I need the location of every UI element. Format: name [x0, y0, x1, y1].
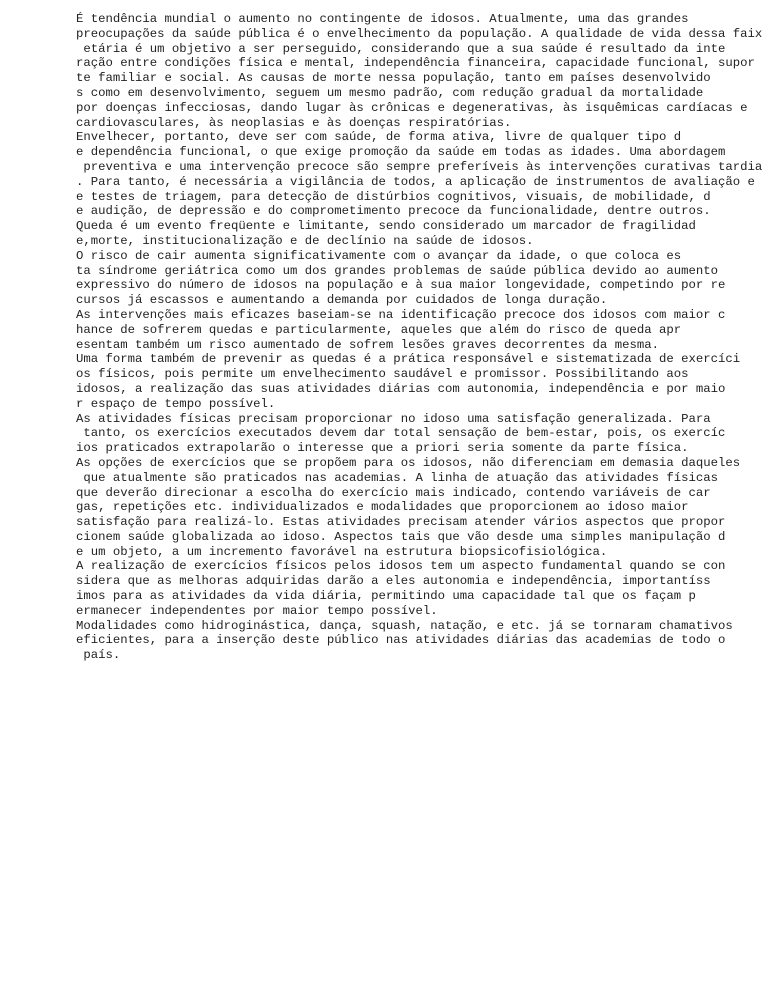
text-line: cionem saúde globalizada ao idoso. Aspectos tais que vão desde uma simples manipulação d [76, 529, 726, 544]
text-line: te familiar e social. As causas de morte nessa população, tanto em países desenvolvido [76, 71, 711, 86]
text-line: Queda é um evento freqüente e limitante, sendo considerado um marcador de fragilidad [76, 219, 696, 234]
text-line: sidera que as melhoras adquiridas darão a eles autonomia e independência, importantíss [76, 574, 711, 589]
text-line: e audição, de depressão e do comprometimento precoce da funcionalidade, dentre outros. [76, 204, 711, 219]
text-line: expressivo do número de idosos na população e à sua maior longevidade, competindo por re [76, 278, 726, 293]
text-line: É tendência mundial o aumento no contingente de idosos. Atualmente, uma das grandes [76, 12, 689, 26]
text-line: ios praticados extrapolarão o interesse que a priori seria somente da parte física. [76, 441, 689, 456]
text-line: tanto, os exercícios executados devem dar total sensação de bem-estar, pois, os exercíc [76, 426, 726, 441]
text-line: As intervenções mais eficazes baseiam-se na identificação precoce dos idosos com maior c [76, 307, 726, 322]
text-line: que deverão direcionar a escolha do exercício mais indicado, contendo variáveis de car [76, 485, 711, 500]
text-line: esentam também um risco aumentado de sofrem lesões graves decorrentes da mesma. [76, 337, 659, 352]
text-line: cardiovasculares, às neoplasias e às doenças respiratórias. [76, 115, 512, 130]
text-line: s como em desenvolvimento, seguem um mesmo padrão, com redução gradual da mortalidade [76, 85, 704, 100]
text-line: As atividades físicas precisam proporcionar no idoso uma satisfação generalizada. Para [76, 411, 711, 426]
document-body [76, 12, 768, 663]
text-line: preocupações da saúde pública é o envelhecimento da população. A qualidade de vida dessa faix [76, 26, 763, 41]
text-line: ermanecer independentes por maior tempo possível. [76, 603, 438, 618]
text-line: Modalidades como hidroginástica, dança, squash, natação, e etc. já se tornaram chamativos [76, 618, 733, 633]
text-line: eficientes, para a inserção deste público nas atividades diárias das academias de todo o [76, 633, 726, 648]
text-line: por doenças infecciosas, dando lugar às crônicas e degenerativas, às isquêmicas cardíacas e [76, 100, 748, 115]
text-line: gas, repetições etc. individualizados e modalidades que proporcionem ao idoso maior [76, 500, 689, 515]
text-line: r espaço de tempo possível. [76, 396, 276, 411]
text-line: Uma forma também de prevenir as quedas é a prática responsável e sistematizada de exercíci [76, 352, 741, 367]
text-line: e um objeto, a um incremento favorável na estrutura biopsicofisiológica. [76, 544, 608, 559]
text-line: imos para as atividades da vida diária, permitindo uma capacidade tal que os façam p [76, 589, 696, 604]
text-line: os físicos, pois permite um envelhecimento saudável e promissor. Possibilitando aos [76, 367, 689, 382]
text-line: e dependência funcional, o que exige promoção da saúde em todas as idades. Uma abordagem [76, 145, 726, 160]
text-line: cursos já escassos e aumentando a demanda por cuidados de longa duração. [76, 293, 608, 308]
text-line: ta síndrome geriátrica como um dos grandes problemas de saúde pública devido ao aumento [76, 263, 719, 278]
text-line: hance de sofrerem quedas e particularmente, aqueles que além do risco de queda apr [76, 322, 682, 337]
text-line: Envelhecer, portanto, deve ser com saúde, de forma ativa, livre de qualquer tipo d [76, 130, 682, 145]
text-line: e,morte, institucionalização e de declínio na saúde de idosos. [76, 233, 534, 248]
text-line: A realização de exercícios físicos pelos idosos tem um aspecto fundamental quando se con [76, 559, 726, 574]
text-line: etária é um objetivo a ser perseguido, considerando que a sua saúde é resultado da inte [76, 41, 726, 56]
text-line: satisfação para realizá-lo. Estas atividades precisam atender vários aspectos que propor [76, 515, 726, 530]
text-line: . Para tanto, é necessária a vigilância de todos, a aplicação de instrumentos de avaliação e [76, 174, 755, 189]
text-line: O risco de cair aumenta significativamente com o avançar da idade, o que coloca es [76, 248, 682, 263]
text-line: que atualmente são praticados nas academias. A linha de atuação das atividades físicas [76, 470, 719, 485]
text-line: país. [76, 648, 121, 663]
text-line: ração entre condições física e mental, independência financeira, capacidade funcional, supor [76, 56, 755, 71]
text-line: e testes de triagem, para detecção de distúrbios cognitivos, visuais, de mobilidade, d [76, 189, 711, 204]
text-line: idosos, a realização das suas atividades diárias com autonomia, independência e por maio [76, 381, 726, 396]
text-line: preventiva e uma intervenção precoce são sempre preferíveis às intervenções curativas tardia [76, 159, 763, 174]
text-line: As opções de exercícios que se propõem para os idosos, não diferenciam em demasia daqueles [76, 455, 741, 470]
